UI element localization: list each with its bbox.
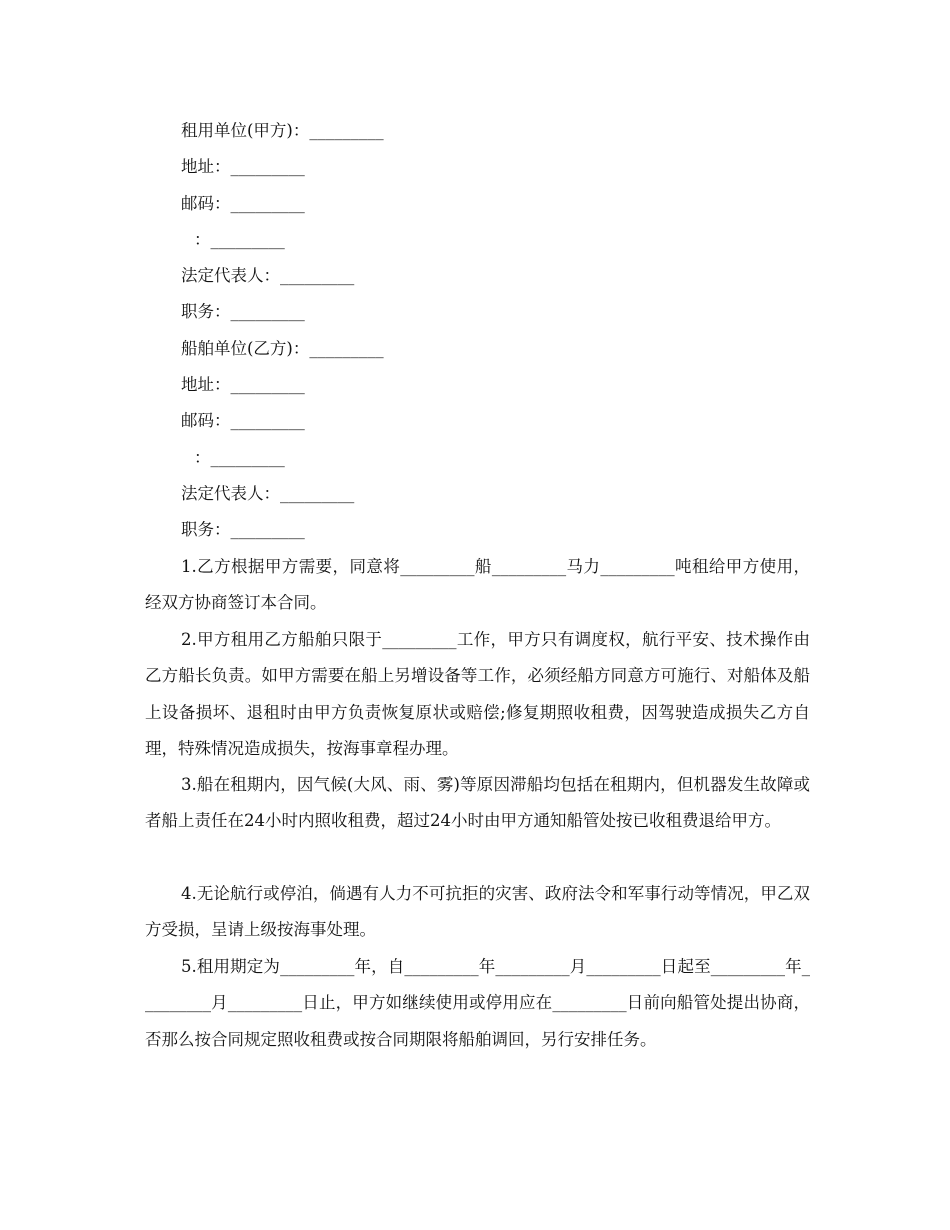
lessee-postcode-field: 邮码：_________ <box>181 194 305 213</box>
lessee-legal-rep-field: 法定代表人：_________ <box>181 266 355 285</box>
clause-3: 3.船在租期内，因气候(大风、雨、雾)等原因滞船均包括在租期内，但机器发生故障或者船上责任在24小时内照收租费，超过24小时由甲方通知船管处按已收租费退给甲方。 <box>145 775 810 831</box>
clause-1: 1.乙方根据甲方需要，同意将_________船_________马力_________吨租给甲方使用，经双方协商签订本合同。 <box>145 557 810 613</box>
lessor-unit-field: 船舶单位(乙方)：_________ <box>181 339 384 358</box>
clause-5: 5.租用期定为_________年，自_________年_________月_________日起至_________年_________月_________日止，甲方如继续使用或停用应在_________日前向船管处提出协商，否那么按合同规定照收租费或按合同期限将船舶调回，另行安排任务。 <box>145 957 810 1049</box>
lessor-blank-field: ：_________ <box>194 448 285 467</box>
lessor-position-field: 职务：_________ <box>181 520 305 539</box>
lessor-postcode-field: 邮码：_________ <box>181 411 305 430</box>
lessee-address-field: 地址：_________ <box>181 157 305 176</box>
clause-2: 2.甲方租用乙方船舶只限于_________工作，甲方只有调度权，航行平安、技术操作由乙方船长负责。如甲方需要在船上另增设备等工作，必须经船方同意方可施行、对船体及船上设备损坏、退租时由甲方负责恢复原状或赔偿;修复期照收租费，因驾驶造成损失乙方自理，特殊情况造成损失，按海事章程办理。 <box>145 630 810 758</box>
lessor-address-field: 地址：_________ <box>181 375 305 394</box>
lessor-legal-rep-field: 法定代表人：_________ <box>181 484 355 503</box>
lessee-blank-field: ：_________ <box>194 230 285 249</box>
lessee-position-field: 职务：_________ <box>181 302 305 321</box>
clause-4: 4.无论航行或停泊，倘遇有人力不可抗拒的灾害、政府法令和军事行动等情况，甲乙双方受损，呈请上级按海事处理。 <box>145 884 810 940</box>
lessee-unit-field: 租用单位(甲方)：_________ <box>181 121 384 140</box>
